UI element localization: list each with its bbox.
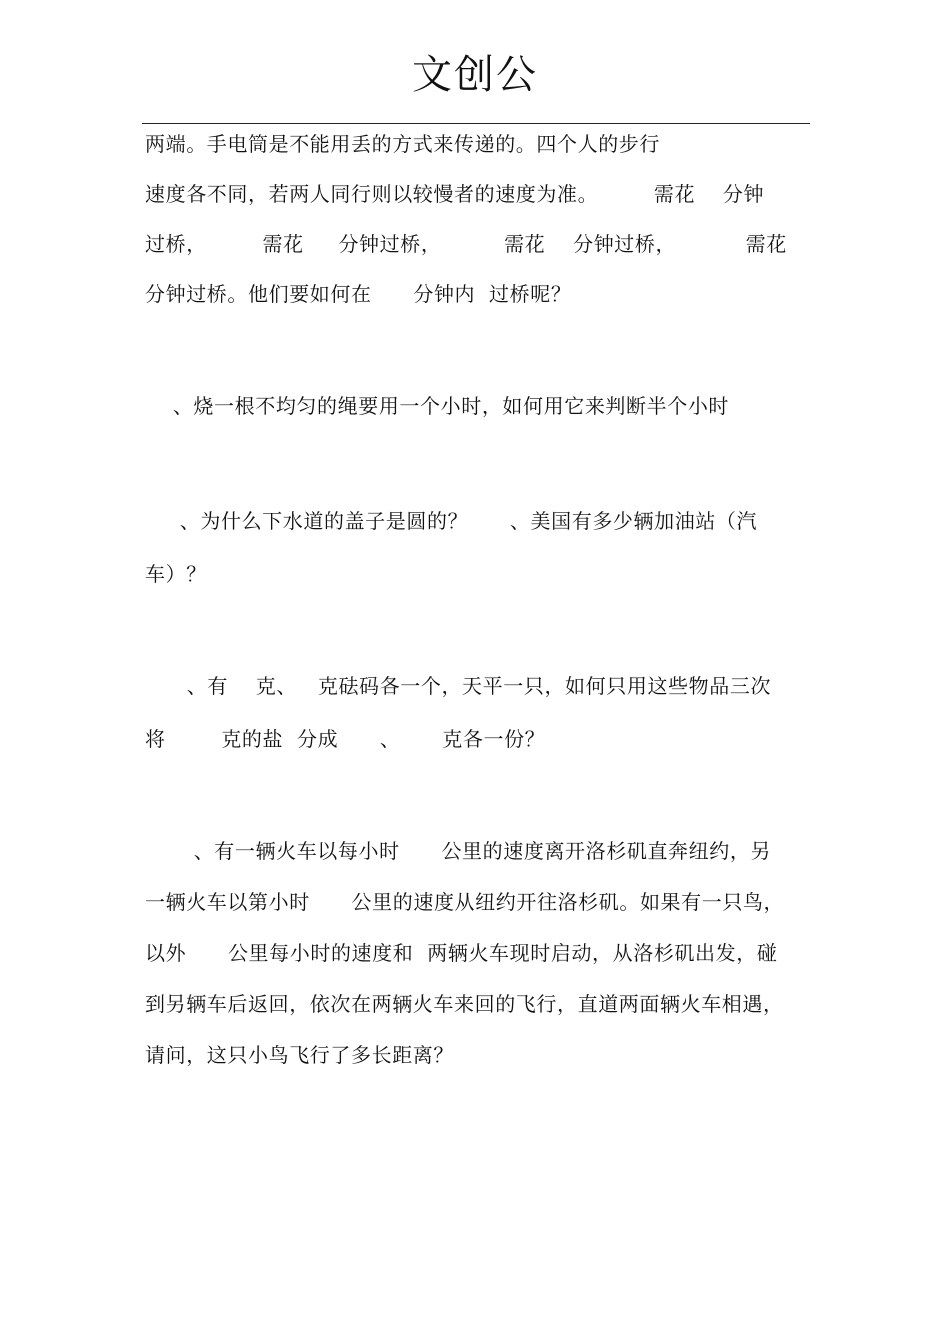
text-line: 过桥， 需花 分钟过桥， 需花 分钟过桥， 需花 bbox=[145, 232, 787, 256]
text-line: 、为什么下水道的盖子是圆的？ 、美国有多少辆加油站（汽 bbox=[145, 509, 758, 533]
text-line: 分钟过桥。他们要如何在 分钟内 过桥呢？ bbox=[145, 282, 572, 306]
header-divider bbox=[142, 123, 810, 124]
text-line: 、有 克、 克砝码各一个，天平一只，如何只用这些物品三次 bbox=[145, 674, 772, 698]
text-line: 速度各不同，若两人同行则以较慢者的速度为准。 需花 分钟 bbox=[145, 182, 765, 206]
text-line: 将 克的盐 分成 、 克各一份？ bbox=[145, 727, 546, 751]
page-header-title: 文创公 bbox=[412, 52, 538, 98]
text-line: 以外 公里每小时的速度和 两辆火车现时启动，从洛杉矶出发，碰 bbox=[145, 941, 778, 965]
text-line: 车）？ bbox=[145, 562, 207, 586]
text-line: 两端。手电筒是不能用丢的方式来传递的。四个人的步行 bbox=[145, 132, 660, 156]
text-line: 到另辆车后返回，依次在两辆火车来回的飞行，直道两面辆火车相遇， bbox=[145, 992, 784, 1016]
text-line: 、烧一根不均匀的绳要用一个小时，如何用它来判断半个小时 bbox=[145, 394, 730, 418]
text-line: 请问，这只小鸟飞行了多长距离？ bbox=[145, 1043, 454, 1067]
text-line: 一辆火车以第小时 公里的速度从纽约开往洛杉矶。如果有一只鸟， bbox=[145, 890, 785, 914]
text-line: 、有一辆火车以每小时 公里的速度离开洛杉矶直奔纽约，另 bbox=[145, 839, 772, 863]
